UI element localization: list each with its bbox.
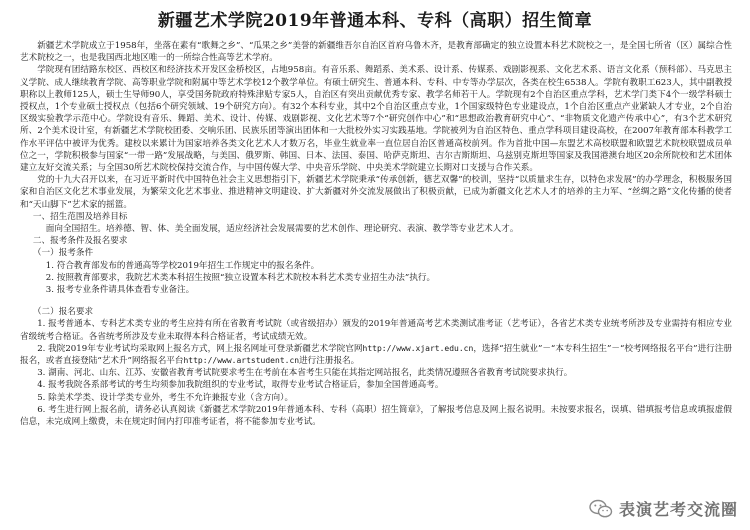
- intro-paragraph-1: 新疆艺术学院成立于1958年，坐落在素有“歌舞之乡”、“瓜果之乡”美誉的新疆维吾尔自治区首府乌鲁木齐，是教育部确定的独立设置本科艺术院校之一，是全国七所省（区）属综合性艺术院校之一，也是我国西北地区唯一的一所综合性高等艺术学府。: [20, 41, 732, 64]
- artstudent-link[interactable]: http://www.artstudent.cn: [183, 356, 300, 366]
- requirement-item-4: 4. 报考我院各系部考试的考生均须参加我院组织的专业考试，取得专业考试合格证后，参加全国普通高考。: [37, 380, 444, 391]
- page-title: 新疆艺术学院2019年普通本科、专科（高职）招生简章: [157, 11, 593, 31]
- section-1-text: 面向全国招生。培养德、智、体、美全面发展，适应经济社会发展需要的艺术创作、理论研究、表演、教学等专业艺术人才。: [45, 224, 519, 235]
- intro-paragraph-2: 学院现有团结路东校区、西校区和经济技术开发区金桥校区，占地958亩。有音乐系、舞蹈系、美术系、设计系、传媒系、戏剧影视系、文化艺术系、语言文化系（预科部）、马克思主义学院、成人继续教育学院、高等职业学院和附属中等艺术学校12个教学单位。有硕士研究生、普通本科、专科、中专等办学层次，各类在校生6538人。学院有教职工623人，其中副教授职称以上教师125人，硕士生导师90人，享受国务院政府特殊津贴专家5人，自治区有突出贡献优秀专家、教学名师若干人。学院现有2个自治区重点学科，艺术学门类下4个一级学科硕士授权点，1个专业硕士授权点（包括6个研究领域、19个研究方向）。有32个本科专业，其中2个自治区重点专业，1个国家级特色专业建设点，1个自治区重点产业紧缺人才专业，2个自治区级实验教学示范中心。学院设有音乐、舞蹈、美术、设计、传媒、戏剧影视、文化艺术等7个“研究创作中心”和“思想政治教育研究中心”、“非物质文化遗产传承中心”，有3个艺术研究所、2个美术设计室，有新疆艺术学院校团委、交响乐团、民族乐团等演出团体和一大批校外实习实践基地。学院被列为自治区特色、重点学科项目建设高校，在2007年教育部本科教学工作水平评估中被评为优秀。建校以来累计为国家培养各类文化艺术人才数万名，毕业生就业率一直位居自治区普通高校前列。作为首批中国—东盟艺术高校联盟和欧盟艺术院校联盟成员单位之一，学院积极参与国家“一带一路”发展战略，与美国、俄罗斯、韩国、日本、法国、泰国、哈萨克斯坦、吉尔吉斯斯坦、乌兹别克斯坦等国家及我国港澳台地区20余所院校和艺术团体建立友好交流关系；与全国30所艺术院校保持交流合作，与中国传媒大学、中央音乐学院、中央美术学院建立长期对口支援与合作关系。: [20, 65, 732, 174]
- requirement-item-5: 5. 除美术学类、设计学类专业外，考生不允许兼报专业（含方向）。: [37, 392, 294, 403]
- requirement-item-1: 1. 报考普通本、专科艺术类专业的考生应持有所在省教育考试院（或省级招办）颁发的2019年普通高考艺术类测试准考证（艺考证），各省艺术类专业统考所涉及专业需持有相应专业省级统考合格证。各省统考所涉及专业未取得本科合格证者，考试成绩无效。: [20, 319, 732, 342]
- condition-item-3: 3. 报考专业条件请具体查看专业备注。: [45, 285, 195, 296]
- section-2-subheading-1: （一）报考条件: [32, 248, 94, 259]
- requirement-item-3: 3. 湖南、河北、山东、江苏、安徽省教育考试院要求考生在考前在本省考生只能在其指定网站报名，此类情况遵照各省教育考试院要求执行。: [37, 368, 573, 379]
- section-1-heading: 一、招生范围及培养目标: [32, 211, 128, 222]
- condition-item-1: 1. 符合教育部发布的普通高等学校2019年招生工作规定中的报名条件。: [45, 260, 320, 271]
- requirement-2-text-a: 2. 我院2019年专业考试均采取网上报名方式，网上报名网址可登录新疆艺术学院官网: [37, 343, 363, 354]
- intro-paragraph-3: 党的十九大召开以来，在习近平新时代中国特色社会主义思想指引下，新疆艺术学院秉承“传承创新，德艺双馨”的校训，坚持“以质量求生存，以特色求发展”的办学理念，积极服务国家和自治区文化艺术事业发展，为繁荣文化艺术事业、推进精神文明建设、扩大新疆对外交流发展做出了积极贡献，已成为新疆文化艺术人才的培养的主力军、“丝绸之路”文化传播的使者和“天山脚下”艺术家的摇篮。: [20, 175, 732, 210]
- condition-item-2: 2. 按照教育部要求，我院艺术类本科招生按照“独立设置本科艺术院校本科艺术类专业招生办法”执行。: [45, 272, 436, 283]
- spacer: [20, 296, 732, 306]
- section-2-subheading-2: （二）报名要求: [32, 307, 94, 318]
- requirement-2-text-b: ，选择“招生就业”－“本专科生招生”－“校考网络报名平台”进行注册报名，或者直接登陆“艺术升”网络报名平台: [20, 343, 732, 367]
- official-site-link[interactable]: http://www.xjart.edu.cn: [362, 343, 474, 353]
- section-2-heading: 二、报考条件及报名要求: [32, 236, 128, 247]
- document-body: [20, 40, 732, 428]
- requirement-item-6: 6. 考生进行网上报名前，请务必认真阅读《新疆艺术学院2019年普通本科、专科（高职）招生简章》，了解报考信息及网上报名说明。未按要求报名，误填、错填报考信息或填报虚假信息，未完成网上缴费，未在规定时间内打印准考证者，将不能参加专业考试。: [20, 404, 732, 428]
- requirement-item-2: [20, 343, 732, 367]
- watermark-text: 表演艺考交流圈: [618, 500, 738, 519]
- watermark: [589, 497, 738, 520]
- wechat-icon: [589, 499, 613, 519]
- requirement-2-text-c: 进行注册报名。: [299, 356, 360, 367]
